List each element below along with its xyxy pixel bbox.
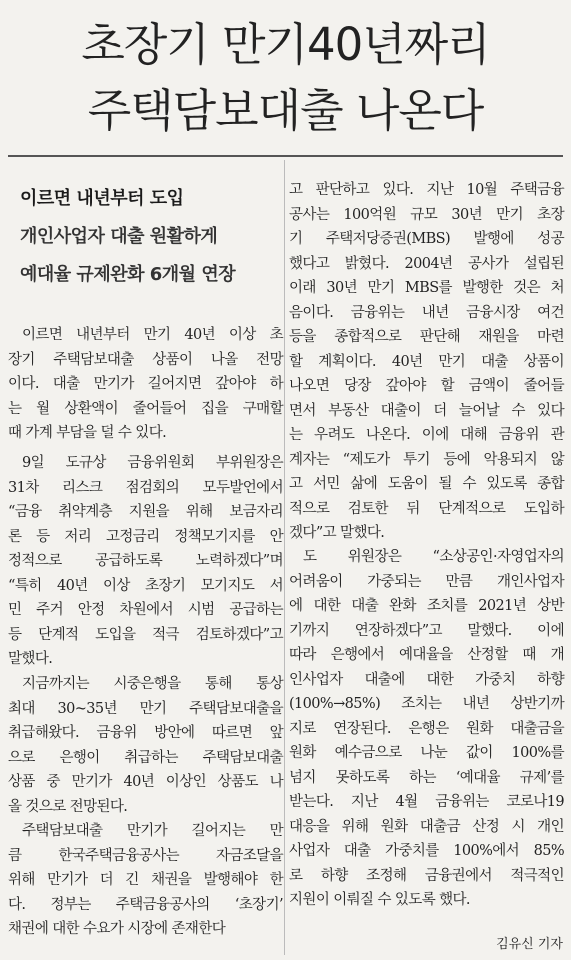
text-line: 취급해왔다. 금융위 방안에 따르면 앞: [8, 725, 283, 741]
paragraph-current: [8, 672, 283, 819]
text-line: “특히 40년 이상 초장기 모기지도 서: [8, 577, 283, 594]
text-line: 는 우려도 나온다. 이에 대해 금융위 관: [289, 427, 564, 443]
text-line: 도 위원장은 “소상공인·자영업자의: [303, 549, 564, 565]
text-line: 대응을 위해 원화 대출금 산정 시 개인: [289, 818, 564, 835]
text-line: 계자는 “제도가 투기 등에 악용되지 않: [289, 451, 564, 468]
text-line: (100%→85%) 조치는 내년 상반기까: [289, 696, 564, 712]
text-line: 때 가계 부담을 덜 수 있다.: [8, 425, 167, 441]
right-column: [289, 158, 564, 960]
text-line: 고 서민 삶에 도움이 될 수 있도록 종합: [289, 476, 564, 492]
subheadline-box: [20, 180, 235, 294]
top-rule: [8, 155, 563, 157]
text-line: 이다. 대출 만기가 길어지면 갚아야 하: [8, 376, 283, 392]
subheadline-3: 예대율 규제완화 6개월 연장: [20, 264, 236, 285]
text-line: 민 주거 안정 차원에서 시범 공급하는: [8, 602, 283, 618]
paragraph-loan-ratio: [289, 545, 564, 913]
headline-line-2: 주택담보대출 나온다: [87, 84, 484, 137]
text-line: 으로 은행이 취급하는 주택담보대출: [8, 749, 283, 766]
text-line: 고 판단하고 있다. 지난 10월 주택금융: [289, 182, 564, 198]
text-line: 지금까지는 시중은행을 통해 통상: [22, 676, 283, 692]
text-line: 큼 한국주택금융공사는 자금조달을: [8, 847, 283, 864]
text-line: “금융 취약계층 지원을 위해 보금자리: [8, 504, 283, 520]
text-line: 지원이 이뤄질 수 있도록 했다.: [289, 892, 470, 908]
text-line: 31차 리스크 점검회의 모두발언에서: [8, 479, 283, 496]
text-line: 론 등 저리 고정금리 정책모기지를 안: [8, 528, 283, 545]
paragraph-intro: [8, 323, 283, 446]
text-line: 겠다”고 말했다.: [289, 525, 385, 541]
text-line: 인사업자 대출에 대한 가중치 하향: [289, 671, 564, 688]
text-line: 채권에 대한 수요가 시장에 존재한다: [8, 921, 226, 937]
text-line: 말했다.: [8, 651, 53, 667]
subheadline-2: 개인사업자 대출 원활하게: [20, 226, 218, 247]
subheadline-1: 이르면 내년부터 도입: [20, 188, 184, 209]
text-line: 정적으로 공급하도록 노력하겠다”며: [8, 553, 283, 569]
text-line: 로 하향 조정해 금융권에서 적극적인: [289, 867, 564, 884]
text-line: 받는다. 지난 4월 금융위는 코로나19: [289, 794, 564, 810]
text-line: 이르면 내년부터 만기 40년 이상 초: [22, 327, 283, 343]
text-line: 공사는 100억원 규모 30년 만기 초장: [289, 206, 564, 223]
text-line: 나오면 당장 갚아야 할 금액이 줄어들: [289, 378, 564, 394]
text-line: 사업자 대출 가중치를 100%에서 85%: [289, 843, 564, 859]
text-line: 넘지 못하도록 하는 ‘예대율 규제’를: [289, 769, 564, 786]
text-line: 면서 부동산 대출이 더 늘어날 수 있다: [289, 402, 564, 419]
text-line: 적으로 검토한 뒤 단계적으로 도입하: [289, 500, 564, 517]
text-line: 이래 30년 만기 MBS를 발행한 것은 처: [289, 280, 564, 296]
text-line: 장기 주택담보대출 상품이 나올 전망: [8, 351, 283, 368]
text-line: 최대 30~35년 만기 주택담보대출을: [8, 700, 283, 717]
text-line: 다. 정부는 주택금융공사의 ‘초장기’: [8, 896, 283, 913]
text-line: 위해 만기가 더 긴 채권을 발행해야 한: [8, 872, 283, 888]
byline: 김유신 기자: [496, 937, 563, 952]
paragraph-mbs: [289, 178, 564, 546]
column-divider: [284, 160, 285, 955]
text-line: 는 월 상환액이 줄어들어 집을 구매할: [8, 400, 283, 417]
headline-line-1: 초장기 만기40년짜리: [81, 18, 490, 71]
text-line: 9일 도규상 금융위원회 부위원장은: [22, 455, 283, 471]
text-line: 했다고 밝혔다. 2004년 공사가 설립된: [289, 255, 564, 272]
paragraph-quote: [8, 451, 283, 672]
text-line: 원화 예수금으로 나눈 값이 100%를: [289, 745, 564, 761]
text-line: 따라 은행에서 예대율을 산정할 때 개: [289, 647, 564, 663]
text-line: 음이다. 금융위는 내년 금융시장 여건: [289, 304, 564, 321]
text-line: 기까지 연장하겠다”고 말했다. 이에: [289, 622, 564, 639]
text-line: 할 계획이다. 40년 만기 대출 상품이: [289, 353, 564, 370]
text-line: 등 단계적 도입을 적극 검토하겠다”고: [8, 626, 283, 643]
text-line: 지로 연장된다. 은행은 원화 대출금을: [289, 720, 564, 737]
text-line: 에 대한 대출 완화 조치를 2021년 상반: [289, 598, 564, 614]
text-line: 상품 중 만기가 40년 이상인 상품도 나: [8, 774, 283, 790]
text-line: 주택담보대출 만기가 길어지는 만: [22, 823, 283, 839]
left-column: [8, 158, 283, 960]
text-line: 올 것으로 전망된다.: [8, 798, 128, 815]
text-line: 어려움이 가중되는 만큼 개인사업자: [289, 573, 564, 590]
text-line: 등을 종합적으로 판단해 재원을 마련: [289, 329, 564, 345]
paragraph-bonds: [8, 819, 283, 942]
text-line: 기 주택저당증권(MBS) 발행에 성공: [289, 231, 564, 247]
